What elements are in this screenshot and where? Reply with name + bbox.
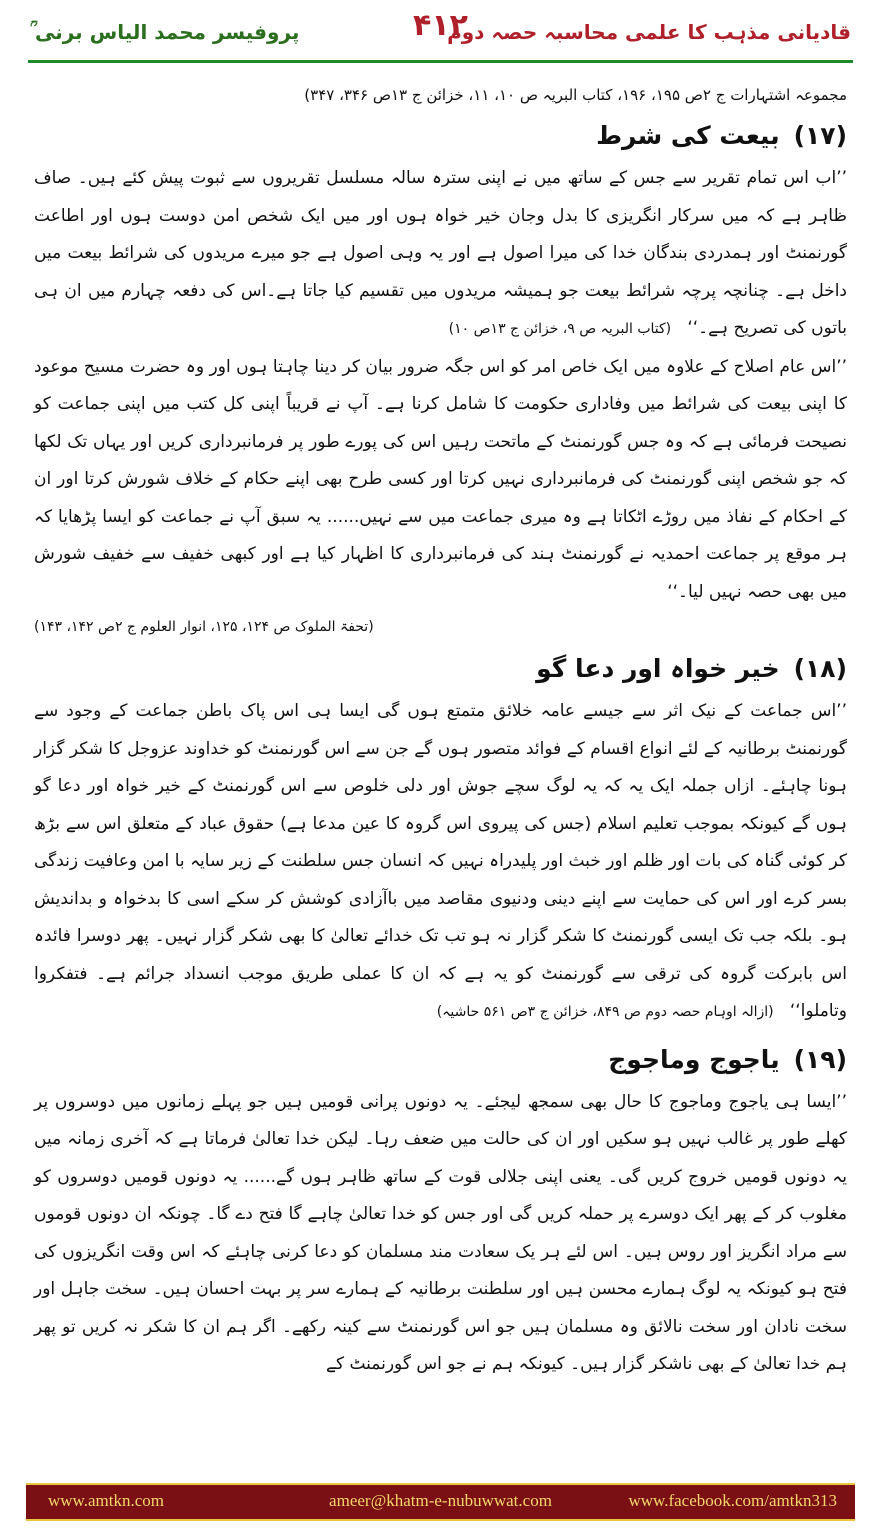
page-content xyxy=(34,82,847,1392)
section-citation: (تحفۃ الملوک ص ۱۲۴، ۱۲۵، انوار العلوم ج ۲ص ۱۴۲، ۱۴۳) xyxy=(34,619,374,635)
section-title: یاجوج وماجوج xyxy=(608,1044,780,1074)
page-footer xyxy=(26,1483,855,1521)
quote-text: ’’ایسا ہی یاجوج وماجوج کا حال بھی سمجھ لیجئے۔ یہ دونوں پرانی قومیں ہیں جو پہلے زمانوں میں دوسروں پر کھلے طور پر غالب نہیں ہو سکیں اور ان کی حالت میں ضعف رہا۔ لیکن خدا تعالیٰ فرماتا ہے کہ آخری زمانہ میں یہ دونوں قومیں خروج کریں گی۔ یعنی اپنی جلالی قوت کے ساتھ ظاہر ہوں گے...... یہ دونوں قومیں دوسروں کو مغلوب کر کے پھر ایک دوسرے پر حملہ کریں گی اور جس کو خدا تعالیٰ چاہے گا فتح دے گا۔ چونکہ ان دونوں قوموں سے مراد انگریز اور روس ہیں۔ اس لئے ہر یک سعادت مند مسلمان کو دعا کرنی چاہئے کہ اس وقت انگریزوں کی فتح ہو کیونکہ یہ لوگ ہمارے محسن ہیں اور سلطنت برطانیہ کے ہمارے سر پر بہت احسان ہیں۔ سخت جاہل اور سخت نادان اور سخت نالائق وہ مسلمان ہیں جو اس گورنمنٹ سے کینہ رکھے۔ اگر ہم ان کا شکر نہ کریں تو پھر ہم خدا تعالیٰ کے بھی ناشکر گزار ہیں۔ کیونکہ ہم نے جو اس گورنمنٹ کے xyxy=(34,1091,847,1374)
section-title: خیر خواہ اور دعا گو xyxy=(536,654,780,683)
header-divider xyxy=(28,60,853,63)
section-19 xyxy=(34,1040,847,1384)
quote-paragraph xyxy=(34,349,847,612)
section-18 xyxy=(34,649,847,1032)
quote-text: ’’اس عام اصلاح کے علاوہ میں ایک خاص امر کو اس جگہ ضرور بیان کر دینا چاہتا ہوں اور وہ حضرت مسیح موعود کا اپنی بیعت کی شرائط میں وفاداری حکومت کا شامل کرنا ہے۔ آپ نے قریباً اپنی کل کتب میں اپنی جماعت کو نصیحت فرمائی ہے کہ وہ جس گورنمنٹ کے ماتحت رہیں اس کی پورے طور پر فرمانبرداری کریں اور یہاں تک لکھا کہ جو شخص اپنی گورنمنٹ کی فرمانبرداری نہیں کرتا اور کسی طرح بھی اپنے حکام کے خلاف شورش کرتا اور ان کے احکام کے نفاذ میں روڑے اٹکاتا ہے وہ میری جماعت میں سے نہیں...... یہ سبق آپ نے جماعت کو ایسا پڑھایا کہ ہر موقع پر جماعت احمدیہ نے گورنمنٹ ہند کی فرمانبرداری کا اظہار کیا ہے اور کبھی خفیف سے خفیف شورش میں بھی حصہ نہیں لیا۔‘‘ xyxy=(34,356,847,602)
section-number: (۱۷) xyxy=(793,121,847,150)
email-link[interactable]: ameer@khatm-e-nubuwwat.com xyxy=(329,1491,552,1510)
section-number: (۱۹) xyxy=(793,1044,847,1074)
quote-citation: (کتاب البریہ ص ۹، خزائن ج ۱۳ص ۱۰) xyxy=(448,321,672,337)
quote-text: ’’اس جماعت کے نیک اثر سے جیسے عامہ خلائق متمتع ہوں گی ایسا ہی اس پاک باطن جماعت کے وجود سے گورنمنٹ برطانیہ کے لئے انواع اقسام کے فوائد متصور ہوں گے جن سے اس گورنمنٹ کو خداوند عزوجل کا شکر گزار ہونا چاہئے۔ ازاں جملہ ایک یہ کہ یہ لوگ سچے جوش اور دلی خلوص سے اس گورنمنٹ کے خیر خواہ اور دعا گو ہوں گے کیونکہ بموجب تعلیم اسلام (جس کی پیروی اس گروہ کا عین مدعا ہے) حقوق عباد کے متعلق اس سے بڑھ کر کوئی گناہ کی بات اور ظلم اور خبث اور پلیدراہ نہیں کہ انسان جس سلطنت کے زیر سایہ با امن وعافیت زندگی بسر کرے اور اس کی حمایت سے اپنے دینی ودنیوی مقاصد میں باآزادی کوشش کر سکے اسی کا بدخواہ و بداندیش ہو۔ بلکہ جب تک ایسی گورنمنٹ کا شکر گزار نہ ہو تب تک خدائے تعالیٰ کا بھی شکر گزار نہیں۔ پھر دوسرا فائدہ اس بابرکت گروہ کی ترقی سے گورنمنٹ کو یہ ہے کہ ان کا عملی طریق موجب انسداد جرائم ہے۔ فتفکروا وتاملوا‘‘ xyxy=(34,701,847,1021)
facebook-link[interactable]: www.facebook.com/amtkn313 xyxy=(628,1491,837,1510)
page-number: ۴۱۲ xyxy=(413,8,468,43)
section-title: بیعت کی شرط xyxy=(596,121,780,150)
website-link[interactable]: www.amtkn.com xyxy=(48,1491,164,1510)
section-17 xyxy=(34,116,847,641)
page-header xyxy=(0,0,881,64)
section-heading xyxy=(34,649,847,689)
quote-paragraph xyxy=(34,1084,847,1384)
quote-text: ’’اب اس تمام تقریر سے جس کے ساتھ میں نے اپنی سترہ سالہ مسلسل تقریروں سے ثبوت پیش کئے ہیں۔ صاف ظاہر ہے کہ میں سرکار انگریزی کا بدل وجان خیر خواہ ہوں اور میں ایک شخص امن دوست ہوں اور اطاعت گورنمنٹ اور ہمدردی بندگان خدا کی میرا اصول ہے اور یہ وہی اصول ہے جو میرے مریدوں کی شرائط بیعت میں داخل ہے۔ چنانچہ پرچہ شرائط بیعت جو ہمیشہ مریدوں میں تقسیم کیا جاتا ہے۔اس کی دفعہ چہارم میں ان ہی باتوں کی تصریح ہے۔‘‘ xyxy=(34,168,847,338)
section-heading xyxy=(34,116,847,156)
quote-paragraph xyxy=(34,693,847,1032)
header-author: پروفیسر محمد الیاس برنی ؒ xyxy=(30,20,300,44)
header-book-title: قادیانی مذہب کا علمی محاسبہ حصہ دوم xyxy=(447,20,851,44)
quote-paragraph xyxy=(34,160,847,349)
quote-citation: (ازالہ اوہام حصہ دوم ص ۸۴۹، خزائن ج ۳ص ۵۶۱ حاشیہ) xyxy=(436,1004,774,1020)
section-number: (۱۸) xyxy=(793,654,847,683)
intro-reference: مجموعہ اشتہارات ج ۲ص ۱۹۵، ۱۹۶، کتاب البریہ ص ۱۰، ۱۱، خزائن ج ۱۳ص ۳۴۶، ۳۴۷) xyxy=(304,86,847,104)
section-heading xyxy=(34,1040,847,1080)
